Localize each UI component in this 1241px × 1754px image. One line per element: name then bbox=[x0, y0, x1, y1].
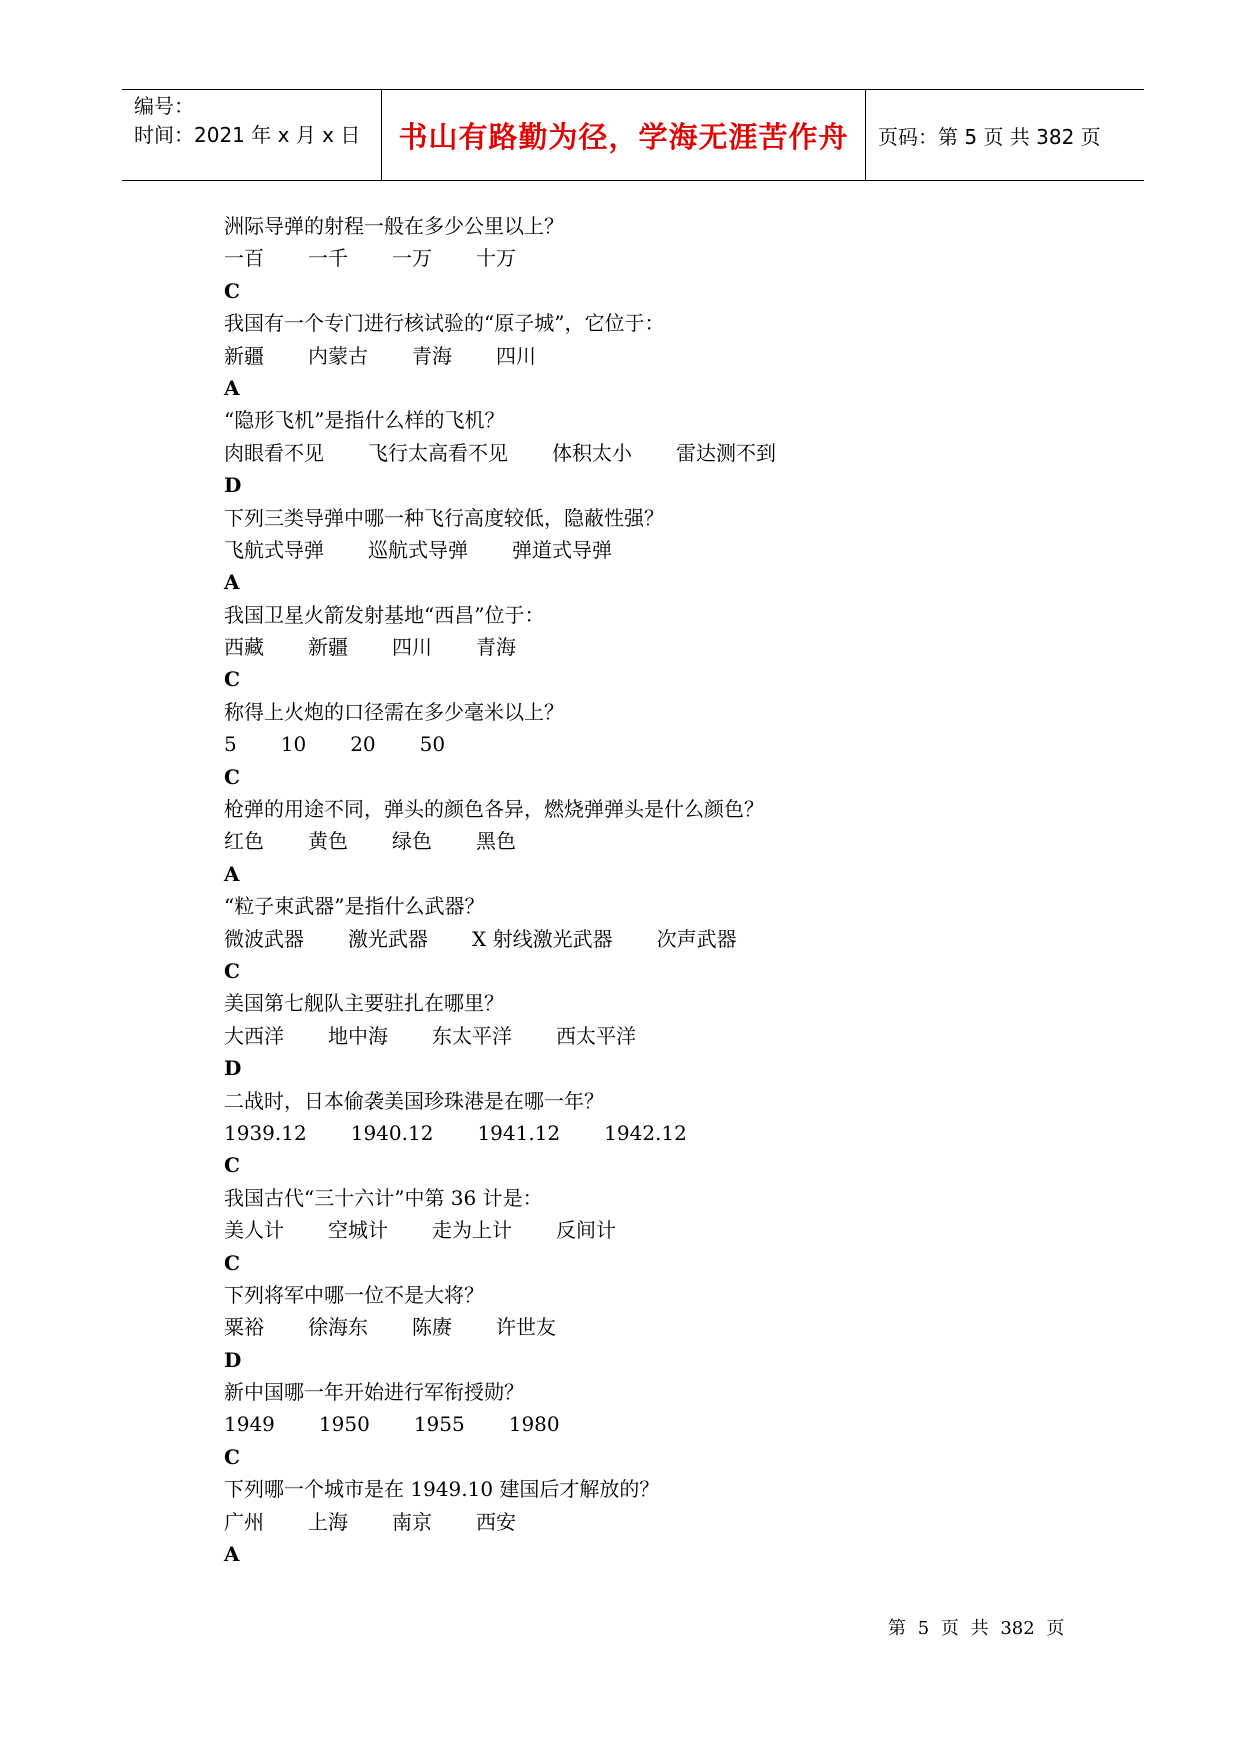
option-item: 内蒙古 bbox=[308, 343, 368, 368]
option-item: 黄色 bbox=[308, 829, 348, 854]
answer-letter: C bbox=[224, 278, 240, 303]
option-item: 美人计 bbox=[224, 1218, 284, 1243]
option-item: 巡航式导弹 bbox=[368, 537, 468, 562]
answer-letter: C bbox=[224, 1250, 240, 1275]
option-item: 走为上计 bbox=[432, 1218, 512, 1243]
option-item: 10 bbox=[280, 732, 307, 757]
answer-letter: D bbox=[224, 1056, 242, 1081]
option-item: 陈赓 bbox=[412, 1315, 452, 1340]
question-text: 称得上火炮的口径需在多少毫米以上？ bbox=[224, 699, 564, 724]
option-item: X 射线激光武器 bbox=[472, 926, 613, 951]
option-item: 许世友 bbox=[496, 1315, 556, 1340]
option-item: 雷达测不到 bbox=[676, 440, 776, 465]
question-options bbox=[224, 534, 1104, 566]
answer-letter: C bbox=[224, 1444, 240, 1469]
option-item: 十万 bbox=[476, 246, 516, 271]
answer-letter: C bbox=[224, 764, 240, 789]
answer-letter: C bbox=[224, 1153, 240, 1178]
option-item: 广州 bbox=[224, 1509, 264, 1534]
question-options bbox=[224, 1408, 1104, 1440]
answer-letter: A bbox=[224, 570, 240, 595]
answer-letter: D bbox=[224, 1347, 242, 1372]
option-item: 西藏 bbox=[224, 635, 264, 660]
question-text: 我国古代“三十六计”中第 36 计是： bbox=[224, 1185, 543, 1210]
answer-letter: A bbox=[224, 1542, 240, 1567]
answer-letter: A bbox=[224, 861, 240, 886]
question-options bbox=[224, 242, 1104, 274]
option-item: 黑色 bbox=[476, 829, 516, 854]
option-item: 1949 bbox=[224, 1412, 275, 1437]
option-item: 粟裕 bbox=[224, 1315, 264, 1340]
option-item: 南京 bbox=[392, 1509, 432, 1534]
time-label: 时间：2021 年 x 月 x 日 bbox=[134, 123, 361, 147]
answer-letter: D bbox=[224, 473, 242, 498]
option-item: 1980 bbox=[508, 1412, 560, 1437]
question-options bbox=[224, 1214, 1104, 1246]
option-item: 地中海 bbox=[328, 1023, 388, 1048]
option-item: 西安 bbox=[476, 1509, 516, 1534]
option-item: 一百 bbox=[224, 246, 264, 271]
option-item: 一千 bbox=[308, 246, 348, 271]
option-item: 5 bbox=[224, 732, 237, 757]
option-item: 青海 bbox=[476, 635, 516, 660]
question-text: 二战时，日本偷袭美国珍珠港是在哪一年？ bbox=[224, 1088, 604, 1113]
question-list bbox=[224, 210, 1104, 1570]
option-item: 绿色 bbox=[392, 829, 432, 854]
option-item: 新疆 bbox=[224, 343, 264, 368]
option-item: 1950 bbox=[318, 1412, 370, 1437]
option-item: 上海 bbox=[308, 1509, 348, 1534]
option-item: 1941.12 bbox=[477, 1120, 561, 1145]
question-options bbox=[224, 728, 1104, 760]
question-text: “粒子束武器”是指什么武器？ bbox=[224, 894, 485, 919]
option-item: 1955 bbox=[413, 1412, 465, 1437]
option-item: 一万 bbox=[392, 246, 432, 271]
option-item: 次声武器 bbox=[656, 926, 737, 951]
question-text: 下列将军中哪一位不是大将？ bbox=[224, 1282, 484, 1307]
question-text: 枪弹的用途不同，弹头的颜色各异，燃烧弹弹头是什么颜色？ bbox=[224, 797, 764, 822]
number-label: 编号： bbox=[134, 94, 194, 118]
option-item: 东太平洋 bbox=[432, 1023, 512, 1048]
question-text: 我国有一个专门进行核试验的“原子城”，它位于： bbox=[224, 311, 665, 336]
question-text: 新中国哪一年开始进行军衔授勋？ bbox=[224, 1380, 524, 1405]
question-options bbox=[224, 340, 1104, 372]
option-item: 徐海东 bbox=[308, 1315, 368, 1340]
option-item: 四川 bbox=[392, 635, 432, 660]
option-item: 1940.12 bbox=[350, 1120, 434, 1145]
option-item: 1942.12 bbox=[604, 1120, 687, 1145]
question-options bbox=[224, 923, 1104, 955]
question-options bbox=[224, 825, 1104, 857]
option-item: 50 bbox=[419, 732, 446, 757]
option-item: 20 bbox=[350, 732, 376, 757]
question-options bbox=[224, 1020, 1104, 1052]
answer-letter: A bbox=[224, 375, 240, 400]
question-options bbox=[224, 1311, 1104, 1343]
option-item: 飞行太高看不见 bbox=[368, 440, 508, 465]
question-text: 洲际导弹的射程一般在多少公里以上？ bbox=[224, 214, 564, 238]
option-item: 1939.12 bbox=[224, 1120, 307, 1145]
question-text: 下列三类导弹中哪一种飞行高度较低，隐蔽性强？ bbox=[224, 505, 664, 530]
option-item: 肉眼看不见 bbox=[224, 440, 324, 465]
question-text: 下列哪一个城市是在 1949.10 建国后才解放的？ bbox=[224, 1477, 660, 1502]
question-text: 我国卫星火箭发射基地“西昌”位于： bbox=[224, 602, 545, 627]
option-item: 飞航式导弹 bbox=[224, 537, 324, 562]
answer-letter: C bbox=[224, 667, 240, 692]
option-item: 大西洋 bbox=[224, 1023, 284, 1048]
answer-letter: C bbox=[224, 958, 240, 983]
option-item: 青海 bbox=[412, 343, 452, 368]
option-item: 微波武器 bbox=[224, 926, 304, 951]
question-options bbox=[224, 1117, 1104, 1149]
header-page-label: 页码：第 5 页 共 382 页 bbox=[878, 124, 1101, 149]
question-options bbox=[224, 437, 1104, 469]
page-footer: 第 5 页 共 382 页 bbox=[888, 1618, 1065, 1639]
question-text: 美国第七舰队主要驻扎在哪里？ bbox=[224, 991, 504, 1016]
option-item: 激光武器 bbox=[348, 926, 428, 951]
option-item: 西太平洋 bbox=[556, 1023, 636, 1048]
option-item: 反间计 bbox=[556, 1218, 616, 1243]
option-item: 空城计 bbox=[328, 1218, 388, 1243]
question-options bbox=[224, 631, 1104, 663]
option-item: 弹道式导弹 bbox=[512, 537, 612, 562]
option-item: 红色 bbox=[224, 829, 264, 854]
option-item: 四川 bbox=[496, 343, 536, 368]
header-meta bbox=[122, 90, 382, 180]
option-item: 体积太小 bbox=[552, 440, 632, 465]
question-text: “隐形飞机”是指什么样的飞机？ bbox=[224, 408, 505, 433]
question-options bbox=[224, 1506, 1104, 1538]
page-header bbox=[122, 89, 1144, 181]
header-motto: 书山有路勤为径，学海无涯苦作舟 bbox=[382, 90, 866, 180]
option-item: 新疆 bbox=[308, 635, 348, 660]
